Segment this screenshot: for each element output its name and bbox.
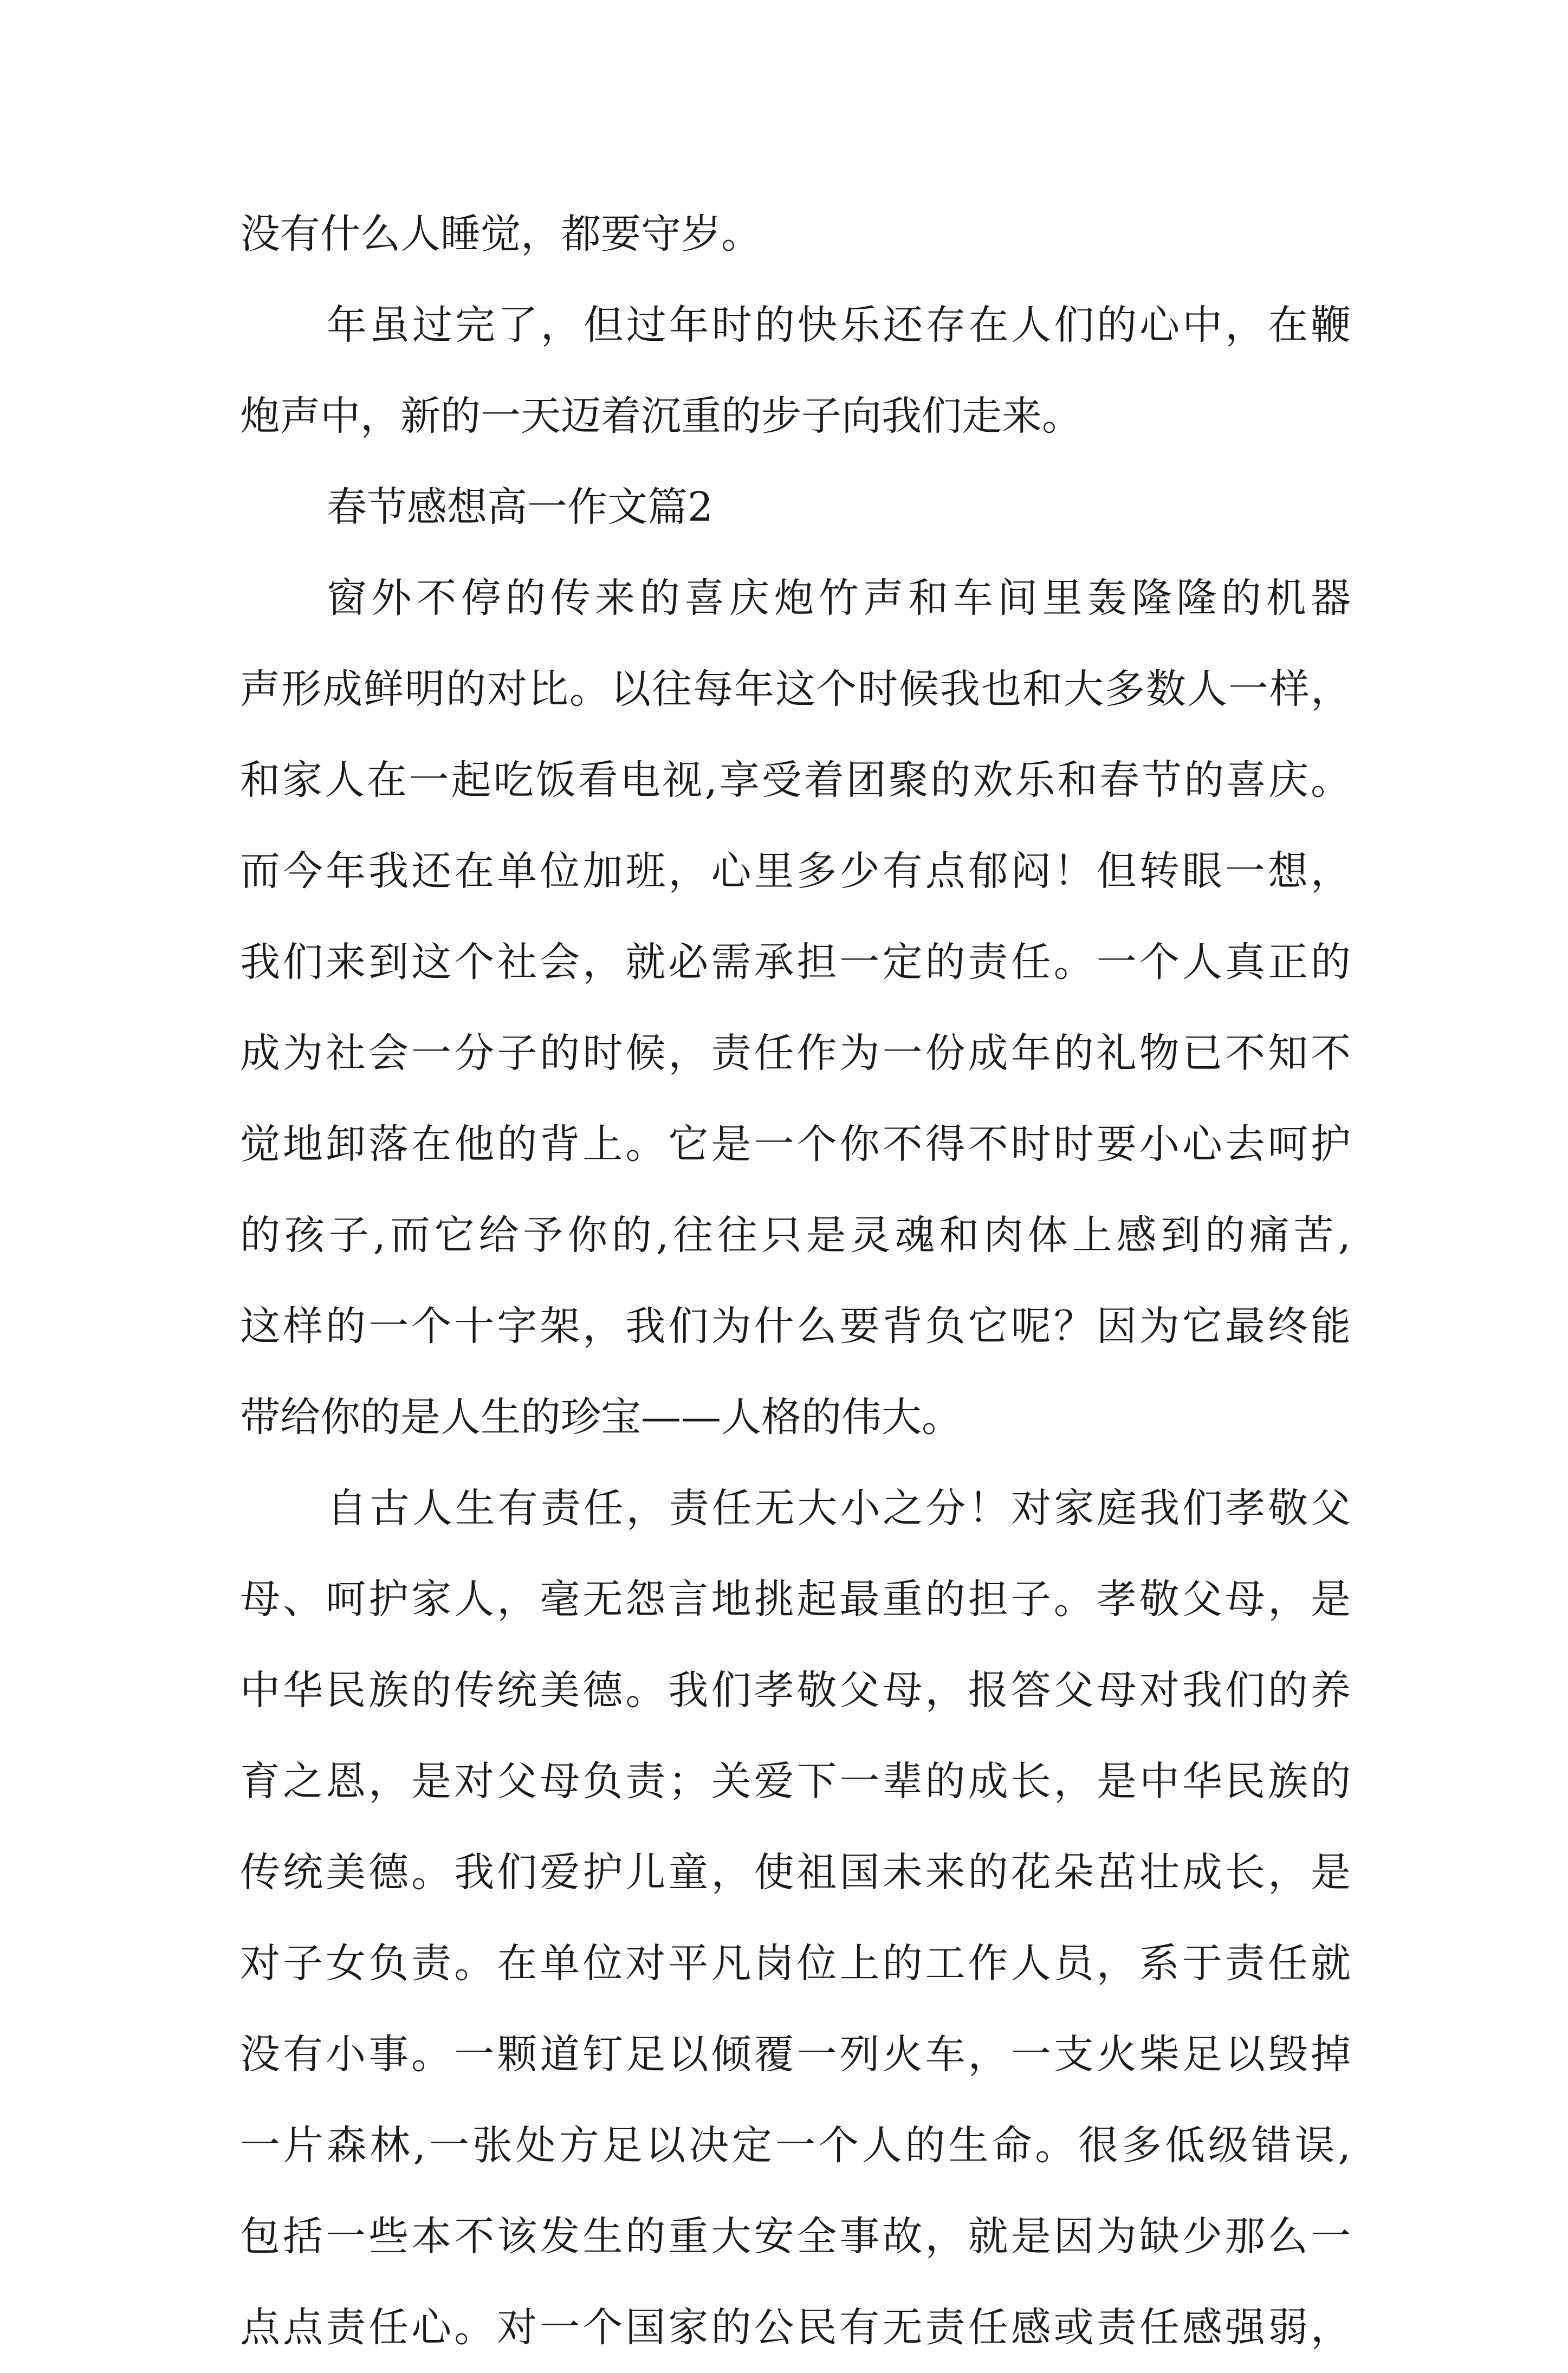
text-line: 窗外不停的传来的喜庆炮竹声和车间里轰隆隆的机器 [327, 575, 1351, 621]
text-line: 声形成鲜明的对比。以往每年这个时候我也和大多数人一样， [240, 666, 1351, 712]
text-line: 一片森林,一张处方足以决定一个人的生命。很多低级错误, [240, 2122, 1351, 2169]
text-line: 中华民族的传统美德。我们孝敬父母，报答父母对我们的养 [240, 1667, 1351, 1714]
text-line: 育之恩，是对父母负责；关爱下一辈的成长，是中华民族的 [240, 1758, 1351, 1805]
essay-body [240, 189, 1351, 2373]
text-line: 成为社会一分子的时候，责任作为一份成年的礼物已不知不 [240, 1030, 1351, 1077]
text-line: 没有小事。一颗道钉足以倾覆一列火车，一支火柴足以毁掉 [240, 2031, 1351, 2078]
text-line: 这样的一个十字架，我们为什么要背负它呢？因为它最终能 [240, 1303, 1351, 1350]
text-line: 母、呵护家人，毫无怨言地挑起最重的担子。孝敬父母，是 [240, 1576, 1351, 1623]
text-line: 没有什么人睡觉，都要守岁。 [240, 211, 761, 257]
text-line: 和家人在一起吃饭看电视,享受着团聚的欢乐和春节的喜庆。 [240, 757, 1351, 803]
text-line: 自古人生有责任，责任无大小之分！对家庭我们孝敬父 [327, 1485, 1351, 1532]
text-line: 的孩子,而它给予你的,往往只是灵魂和肉体上感到的痛苦, [240, 1212, 1351, 1259]
text-line: 对子女负责。在单位对平凡岗位上的工作人员，系于责任就 [240, 1940, 1351, 1987]
text-line: 我们来到这个社会，就必需承担一定的责任。一个人真正的 [240, 939, 1351, 985]
section-heading: 春节感想高一作文篇2 [327, 484, 714, 530]
text-line: 觉地卸落在他的背上。它是一个你不得不时时要小心去呵护 [240, 1121, 1351, 1168]
text-line: 年虽过完了，但过年时的快乐还存在人们的心中，在鞭 [327, 302, 1351, 348]
text-line: 包括一些本不该发生的重大安全事故，就是因为缺少那么一 [240, 2213, 1351, 2260]
text-line: 带给你的是人生的珍宝——人格的伟大。 [240, 1394, 962, 1441]
text-line: 而今年我还在单位加班，心里多少有点郁闷！但转眼一想， [240, 848, 1351, 894]
text-line: 炮声中，新的一天迈着沉重的步子向我们走来。 [240, 393, 1082, 439]
text-line: 点点责任心。对一个国家的公民有无责任感或责任感强弱， [240, 2304, 1351, 2351]
text-line: 传统美德。我们爱护儿童，使祖国未来的花朵茁壮成长，是 [240, 1849, 1351, 1896]
